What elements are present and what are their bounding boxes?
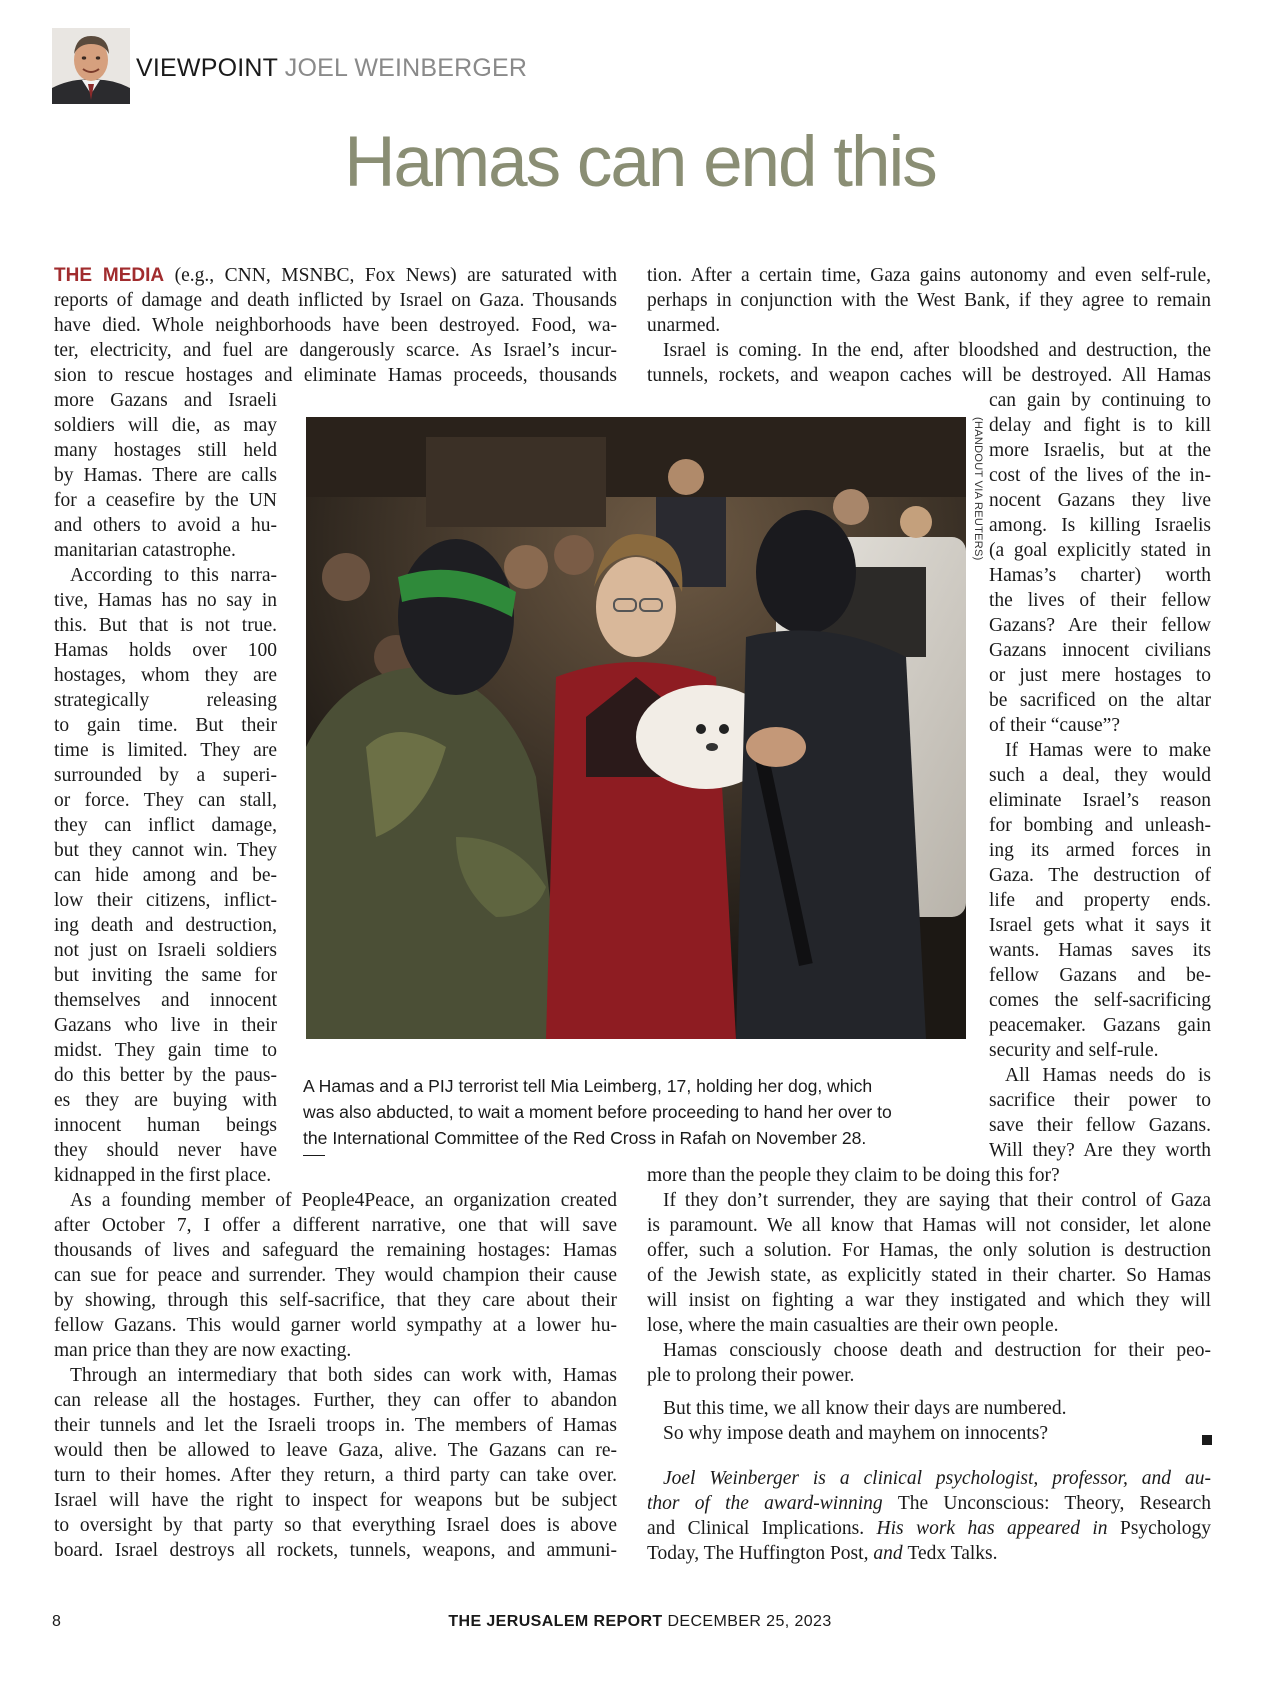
body-line: can release all the hostages. Further, they can offer to abandon xyxy=(54,1390,617,1411)
photo-caption-line: was also abducted, to wait a moment before proceeding to hand her over to xyxy=(303,1102,892,1122)
issue-date: DECEMBER 25, 2023 xyxy=(667,1613,832,1630)
body-line: ing death and destruction, xyxy=(54,915,277,936)
body-line: by Hamas. There are calls xyxy=(54,465,277,486)
body-line: cost of the lives of the in- xyxy=(989,465,1211,486)
body-line: low their citizens, inflict- xyxy=(54,890,277,911)
lead-in: THE MEDIA xyxy=(54,265,165,286)
body-line: peacemaker. Gazans gain xyxy=(989,1015,1211,1036)
article-photo xyxy=(306,417,966,1039)
body-line: lose, where the main casualties are their own people. xyxy=(647,1315,1059,1336)
headline: Hamas can end this xyxy=(344,123,936,202)
body-line: of the Jewish state, as explicitly stated in their charter. So Hamas xyxy=(647,1265,1211,1286)
body-line: Gaza. The destruction of xyxy=(989,865,1211,886)
author-bio-line: thor of the award-winning The Unconscious: Theory, Research xyxy=(647,1493,1211,1514)
body-line: offer, such a solution. For Hamas, the only solution is destruction xyxy=(647,1240,1211,1261)
end-mark xyxy=(1202,1435,1212,1445)
body-line: will insist on fighting a war they instigated and which they will xyxy=(647,1290,1211,1311)
body-line: midst. They gain time to xyxy=(54,1040,277,1061)
body-line: Israel gets what it says it xyxy=(989,915,1211,936)
photo-caption-line: the International Committee of the Red Cross in Rafah on November 28. xyxy=(303,1128,867,1148)
body-line: Through an intermediary that both sides can work with, Hamas xyxy=(70,1365,617,1386)
body-line: after October 7, I offer a different narrative, one that will save xyxy=(54,1215,617,1236)
body-line: So why impose death and mayhem on innocents? xyxy=(663,1423,1049,1444)
body-line: can gain by continuing to xyxy=(989,390,1211,411)
body-line: board. Israel destroys all rockets, tunnels, weapons, and ammuni- xyxy=(54,1540,617,1561)
body-line: All Hamas needs do is xyxy=(1005,1065,1211,1086)
author-bio-line: Joel Weinberger is a clinical psychologist, professor, and au- xyxy=(663,1468,1211,1489)
body-line: Hamas consciously choose death and destruction for their peo- xyxy=(663,1340,1211,1361)
body-line: ing its armed forces in xyxy=(989,840,1211,861)
body-line: themselves and innocent xyxy=(54,990,277,1011)
body-line: fellow Gazans. This would garner world sympathy at a lower hu- xyxy=(54,1315,617,1336)
body-line: can sue for peace and surrender. They would champion their cause xyxy=(54,1265,617,1286)
body-line: wants. Hamas saves its xyxy=(989,940,1211,961)
body-line: can hide among and be- xyxy=(54,865,277,886)
body-line: Israel is coming. In the end, after bloodshed and destruction, the xyxy=(663,340,1211,361)
footer xyxy=(0,1613,1280,1631)
body-line: sacrifice their power to xyxy=(989,1090,1211,1111)
body-line: As a founding member of People4Peace, an organization created xyxy=(70,1190,617,1211)
body-line: eliminate Israel’s reason xyxy=(989,790,1211,811)
body-line: life and property ends. xyxy=(989,890,1211,911)
body-line: soldiers will die, as may xyxy=(54,415,277,436)
body-line: the lives of their fellow xyxy=(989,590,1211,611)
body-line: man price than they are now exacting. xyxy=(54,1340,352,1361)
body-line: surrounded by a superi- xyxy=(54,765,277,786)
body-line: Gazans? Are their fellow xyxy=(989,615,1211,636)
body-line: for a ceasefire by the UN xyxy=(54,490,277,511)
body-line: According to this narra- xyxy=(70,565,277,586)
body-line: by showing, through this self-sacrifice, that they care about their xyxy=(54,1290,617,1311)
body-line: sion to rescue hostages and eliminate Hamas proceeds, thousands xyxy=(54,365,617,386)
body-line: but inviting the same for xyxy=(54,965,277,986)
body-line: more than the people they claim to be doing this for? xyxy=(647,1165,1060,1186)
body-line: turn to their homes. After they return, a third party can take over. xyxy=(54,1465,617,1486)
body-line: or force. They can stall, xyxy=(54,790,277,811)
body-line: not just on Israeli soldiers xyxy=(54,940,277,961)
body-line: es they are buying with xyxy=(54,1090,277,1111)
body-line: If Hamas were to make xyxy=(1005,740,1211,761)
body-line: do this better by the paus- xyxy=(54,1065,277,1086)
body-line: ter, electricity, and fuel are dangerously scarce. As Israel’s incur- xyxy=(54,340,617,361)
body-line: such a deal, they would xyxy=(989,765,1211,786)
body-line: but they cannot win. They xyxy=(54,840,277,861)
kicker xyxy=(136,54,527,83)
body-line: reports of damage and death inflicted by Israel on Gaza. Thousands xyxy=(54,290,617,311)
body-line: this. But that is not true. xyxy=(54,615,277,636)
body-line: tunnels, rockets, and weapon caches will be destroyed. All Hamas xyxy=(647,365,1211,386)
body-line: But this time, we all know their days are numbered. xyxy=(663,1398,1067,1419)
body-line: save their fellow Gazans. xyxy=(989,1115,1211,1136)
body-line: (a goal explicitly stated in xyxy=(989,540,1211,561)
author-name: JOEL WEINBERGER xyxy=(284,54,528,82)
body-line: of their “cause”? xyxy=(989,715,1120,736)
body-line: have died. Whole neighborhoods have been destroyed. Food, wa- xyxy=(54,315,617,336)
body-line: Gazans innocent civilians xyxy=(989,640,1211,661)
author-photo xyxy=(52,28,130,104)
photo-caption-line: A Hamas and a PIJ terrorist tell Mia Leimberg, 17, holding her dog, which xyxy=(303,1076,873,1096)
body-line: to oversight by that party so that everything Israel does is above xyxy=(54,1515,617,1536)
body-line: Will they? Are they worth xyxy=(989,1140,1211,1161)
body-line: THE MEDIA (e.g., CNN, MSNBC, Fox News) are saturated with xyxy=(54,265,618,286)
body-line: be sacrificed on the altar xyxy=(989,690,1211,711)
body-line: many hostages still held xyxy=(54,440,277,461)
body-line: among. Is killing Israelis xyxy=(989,515,1211,536)
body-line: tion. After a certain time, Gaza gains autonomy and even self-rule, xyxy=(647,265,1211,286)
body-line: strategically releasing xyxy=(54,690,277,711)
body-line: is paramount. We all know that Hamas will not consider, let alone xyxy=(647,1215,1211,1236)
body-line: delay and fight is to kill xyxy=(989,415,1211,436)
body-line: they should never have xyxy=(54,1140,277,1161)
body-line: would then be allowed to leave Gaza, alive. The Gazans can re- xyxy=(54,1440,617,1461)
body-line: time is limited. They are xyxy=(54,740,277,761)
body-line: their tunnels and let the Israeli troops in. The members of Hamas xyxy=(54,1415,617,1436)
book-title: The Unconscious: Theory, Research xyxy=(897,1493,1211,1514)
author-bio-line: and Clinical Implications. His work has appeared in Psychology xyxy=(647,1518,1211,1539)
body-line: If they don’t surrender, they are saying that their control of Gaza xyxy=(663,1190,1211,1211)
body-line: perhaps in conjunction with the West Bank, if they agree to remain xyxy=(647,290,1211,311)
body-line: ple to prolong their power. xyxy=(647,1365,855,1386)
author-bio-line: Today, The Huffington Post, and Tedx Talks. xyxy=(647,1543,998,1564)
body-line: for bombing and unleash- xyxy=(989,815,1211,836)
body-line: they can inflict damage, xyxy=(54,815,277,836)
body-line: unarmed. xyxy=(647,315,721,336)
body-line: and others to avoid a hu- xyxy=(54,515,277,536)
caption-rule xyxy=(303,1155,325,1156)
body-line: fellow Gazans and be- xyxy=(989,965,1211,986)
body-line: Israel will have the right to inspect for weapons but be subject xyxy=(54,1490,617,1511)
section-label: VIEWPOINT xyxy=(136,54,278,82)
body-line: security and self-rule. xyxy=(989,1040,1159,1061)
body-line: to gain time. But their xyxy=(54,715,277,736)
body-line: Gazans who live in their xyxy=(54,1015,277,1036)
publication-name: THE JERUSALEM REPORT xyxy=(448,1613,663,1630)
body-line: comes the self-sacrificing xyxy=(989,990,1211,1011)
body-line: more Israelis, but at the xyxy=(989,440,1211,461)
body-line: or just mere hostages to xyxy=(989,665,1211,686)
body-line: Hamas’s charter) worth xyxy=(989,565,1211,586)
body-line: innocent human beings xyxy=(54,1115,277,1136)
body-line: manitarian catastrophe. xyxy=(54,540,236,561)
body-line: more Gazans and Israeli xyxy=(54,390,277,411)
body-line: nocent Gazans they live xyxy=(989,490,1211,511)
body-line: Hamas holds over 100 xyxy=(54,640,277,661)
body-line: kidnapped in the first place. xyxy=(54,1165,272,1186)
page-number: 8 xyxy=(52,1613,61,1630)
body-line: hostages, whom they are xyxy=(54,665,277,686)
body-line: thousands of lives and safeguard the remaining hostages: Hamas xyxy=(54,1240,617,1261)
body-line: tive, Hamas has no say in xyxy=(54,590,277,611)
photo-credit: (HANDOUT VIA REUTERS) xyxy=(972,417,984,561)
